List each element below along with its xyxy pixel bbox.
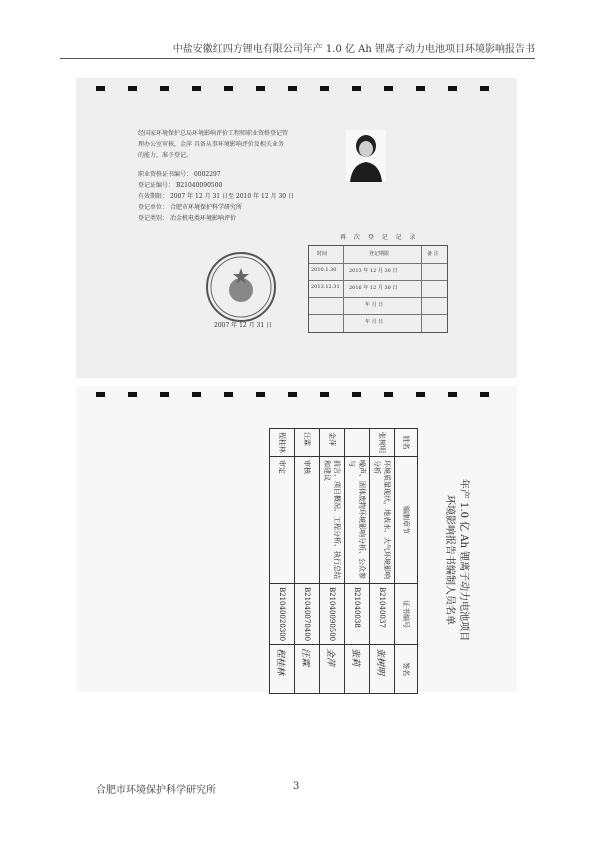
roster-header-cell: 签名 — [395, 645, 418, 694]
page-number: 3 — [293, 781, 300, 792]
table-row: 金萍 前言、项目概况、工程分析、执行总结和建议 B21040090500 金萍 — [320, 429, 345, 694]
roster-header-cell: 证书编号 — [395, 584, 418, 645]
roster-table — [269, 428, 418, 694]
signature: 汪霖 — [295, 645, 320, 694]
signature: 金萍 — [320, 645, 345, 694]
cert-no-field: 职业资格证书编号： 0002297 — [138, 171, 221, 178]
record-row: 2013.12.31 2016 年 12 月 30 日 — [309, 280, 447, 298]
record-title: 再 次 登 记 记 录 — [340, 234, 419, 241]
roster-header-cell: 编制章节 — [395, 457, 418, 584]
portrait-photo — [346, 130, 386, 182]
page-header: 中盐安徽红四方锂电有限公司年产 1.0 亿 Ah 锂离子动力电池项目环境影响报告书 — [60, 40, 535, 59]
record-row: 年 月 日 — [309, 297, 447, 315]
category-field: 登记类别： 冶金机电类环境影响评价 — [138, 215, 236, 222]
signature: 张莉 — [345, 645, 370, 694]
table-row: 汪霖 审核 B21040070400 汪霖 — [295, 429, 320, 694]
roster-title: 年产 1.0 亿 Ah 锂离子动力电池项目 环境影响报告书编制人员名单 — [444, 478, 469, 642]
reg-no-field: 登记证编号： B21040090500 — [138, 182, 223, 189]
signature: 张树明 — [370, 645, 395, 694]
roster-header-row — [395, 429, 418, 694]
registration-record-table — [308, 245, 448, 333]
certificate-intro: 经国家环境保护总局环境影响评价工程师职业资格登记管理办公室审核，金萍 具备从事环境影响评价及相关业务的能力，准予登记。 — [138, 130, 289, 159]
official-seal — [206, 252, 276, 322]
valid-field: 有效期限： 2007 年 12 月 31 日至 2010 年 12 月 30 日 — [138, 193, 294, 200]
table-row: 张树明 环境质量现状，地表水、大气环境影响分析 B21040037 张树明 — [370, 429, 395, 694]
roster-header-cell: 姓名 — [395, 429, 418, 457]
record-row: 2010.1.30 2013 年 12 月 30 日 — [309, 263, 447, 281]
seal-date: 2007 年 12 月 31 日 — [214, 322, 273, 329]
signature: 程桂林 — [270, 645, 295, 694]
footer-org: 合肥市环境保护科学研究所 — [96, 785, 216, 796]
table-row: 程桂林 审定 B21040020300 程桂林 — [270, 429, 295, 694]
record-header-row: 时间 登记期限 备 注 — [309, 246, 447, 264]
record-row: 年 月 日 — [365, 319, 384, 325]
roster-rotated — [230, 420, 470, 700]
table-row: 噪声、固体废物环境影响分析、公众参与 B21040038 张莉 — [345, 429, 370, 694]
unit-field: 登记单位： 合肥市环境保护科学研究所 — [138, 204, 242, 211]
